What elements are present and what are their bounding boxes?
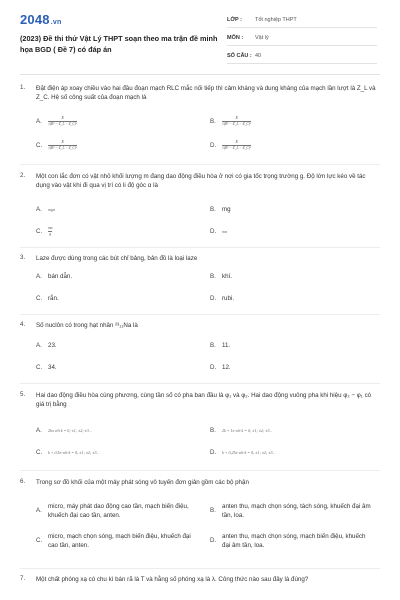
question-7 — [20, 571, 380, 599]
option-c[interactable]: C. $\frac{R}{\text{√(R² − Z\_L − Z\_C)²}}$ — [36, 140, 78, 150]
option-a[interactable]: A. 23. — [36, 342, 57, 349]
formula: $\frac{m\alpha}{g}$ — [48, 226, 53, 236]
formula: $\frac{R}{\text{√(R² − Z\_L − Z\_C)²}}$ — [222, 116, 252, 126]
question-3 — [20, 251, 380, 315]
meta-value: Tốt nghiệp THPT — [255, 17, 297, 23]
site-logo[interactable]: 2048.vn — [20, 12, 62, 27]
question-text: Số nuclôn có trong hạt nhân ²³₁₁Na là — [36, 322, 138, 329]
option-b[interactable]: B. 11. — [210, 342, 231, 349]
exam-meta — [227, 13, 377, 67]
option-a[interactable]: A. 2kπ với k = 0; ±1; ±2; ±3... — [36, 427, 92, 434]
divider — [20, 164, 380, 165]
formula: $\frac{R}{\text{√(R² − Z\_L − Z\_C)²}}$ — [222, 140, 252, 150]
question-text: Hai dao động điều hòa cùng phương, cùng tần số có pha ban đầu là φ₁ và φ₂. Hai dao động vuông pha khi hiệu φ₂ − φ₁ có giá trị bằng — [36, 392, 372, 408]
question-number: 5. — [20, 391, 26, 398]
option-c[interactable]: C. $\frac{m\alpha}{g}$ — [36, 226, 53, 236]
question-number: 4. — [20, 321, 26, 328]
option-d[interactable]: D. 12. — [210, 364, 231, 371]
divider — [20, 568, 380, 569]
meta-label: LỚP : — [227, 17, 242, 23]
option-a[interactable]: A. $\frac{R}{\text{√(R² − Z\_L − Z\_C)²}}$ — [36, 116, 78, 126]
option-b[interactable]: B. anten thu, mạch chọn sóng, tách sóng, khuếch đại âm tần, loa. — [210, 503, 371, 519]
question-text: Một con lắc đơn có vật nhỏ khối lượng m đang dao động điều hòa ở nơi có gia tốc trọng trường g. Độ lớn lực kéo về tác dụng vào vật khi đi qua vị trí có li độ góc α là — [36, 173, 366, 189]
question-4 — [20, 318, 380, 382]
option-c[interactable]: C. 34. — [36, 364, 57, 371]
divider — [20, 383, 380, 384]
question-text: Laze được dùng trong các bút chỉ bảng, bản đồ là loại laze — [36, 255, 198, 262]
divider — [20, 314, 380, 315]
option-d[interactable]: D. k + 0,25π với k = 0; ±1; ±2; ±3... — [210, 449, 276, 456]
option-b[interactable]: B. khí. — [210, 273, 232, 280]
meta-value: 40 — [255, 53, 262, 59]
question-text: Trong sơ đồ khối của một máy phát sóng vô tuyến đơn giản gồm các bộ phận — [36, 479, 249, 486]
meta-label: SỐ CÂU : — [227, 53, 252, 59]
question-number: 7. — [20, 575, 26, 582]
formula: $\frac{R}{\text{√(R² − Z\_L − Z\_C)²}}$ — [48, 116, 78, 126]
question-number: 2. — [20, 172, 26, 179]
divider — [20, 470, 380, 471]
option-a[interactable]: A. micro, máy phát dao động cao tần, mạch biến điệu, khuếch đại cao tần, anten. — [36, 503, 189, 519]
meta-row-count — [227, 49, 377, 64]
option-b[interactable]: B. 2k + 1π với k = 0; ±1; ±2; ±3... — [210, 427, 273, 434]
question-1 — [20, 80, 380, 162]
option-c[interactable]: C. micro, mạch chọn sóng, mạch biến điệu, khuếch đại cao tần, anten. — [36, 533, 191, 549]
option-b[interactable]: B. $\frac{R}{\text{√(R² − Z\_L − Z\_C)²}}$ — [210, 116, 252, 126]
question-2 — [20, 168, 380, 246]
option-d[interactable]: D. $\frac{R}{\text{√(R² − Z\_L − Z\_C)²}}$ — [210, 140, 252, 150]
meta-value: Vật lý — [255, 35, 269, 41]
meta-row-class — [227, 13, 377, 28]
option-d[interactable]: D. anten thu, mạch chọn sóng, mạch biến điệu, khuếch đại âm tần, loa. — [210, 533, 366, 549]
question-5 — [20, 387, 380, 467]
question-6 — [20, 474, 380, 566]
option-a[interactable]: A. bán dẫn. — [36, 273, 73, 280]
question-number: 1. — [20, 84, 26, 91]
question-text: Đặt điện áp xoay chiều vào hai đầu đoạn mạch RLC mắc nối tiếp thì cảm kháng và dung kháng của mạch lần lượt là Z_L và Z_C. Hệ số công suất của đoạn mạch là — [36, 85, 376, 101]
meta-label: MÔN : — [227, 35, 244, 41]
question-text: Một chất phóng xạ có chu kì bán rã là T và hằng số phóng xạ là λ. Công thức nào sau đây là đúng? — [36, 576, 309, 583]
header-divider — [20, 74, 380, 75]
question-number: 3. — [20, 254, 26, 261]
option-c[interactable]: C. k + 0,5π với k = 0; ±1; ±2; ±3... — [36, 449, 100, 456]
question-number: 6. — [20, 478, 26, 485]
divider — [20, 247, 380, 248]
option-d[interactable]: D. rubi. — [210, 295, 235, 302]
option-a[interactable]: A. mgα — [36, 206, 55, 213]
option-d[interactable]: D. mα — [210, 228, 227, 235]
exam-title: (2023) Đề thi thử Vật Lý THPT soạn theo ma trận đề minh họa BGD ( Đề 7) có đáp án — [20, 34, 218, 54]
formula: $\frac{R}{\text{√(R² − Z\_L − Z\_C)²}}$ — [48, 140, 78, 150]
meta-row-subject — [227, 31, 377, 46]
option-b[interactable]: B. mg — [210, 206, 231, 213]
option-c[interactable]: C. rắn. — [36, 295, 59, 302]
